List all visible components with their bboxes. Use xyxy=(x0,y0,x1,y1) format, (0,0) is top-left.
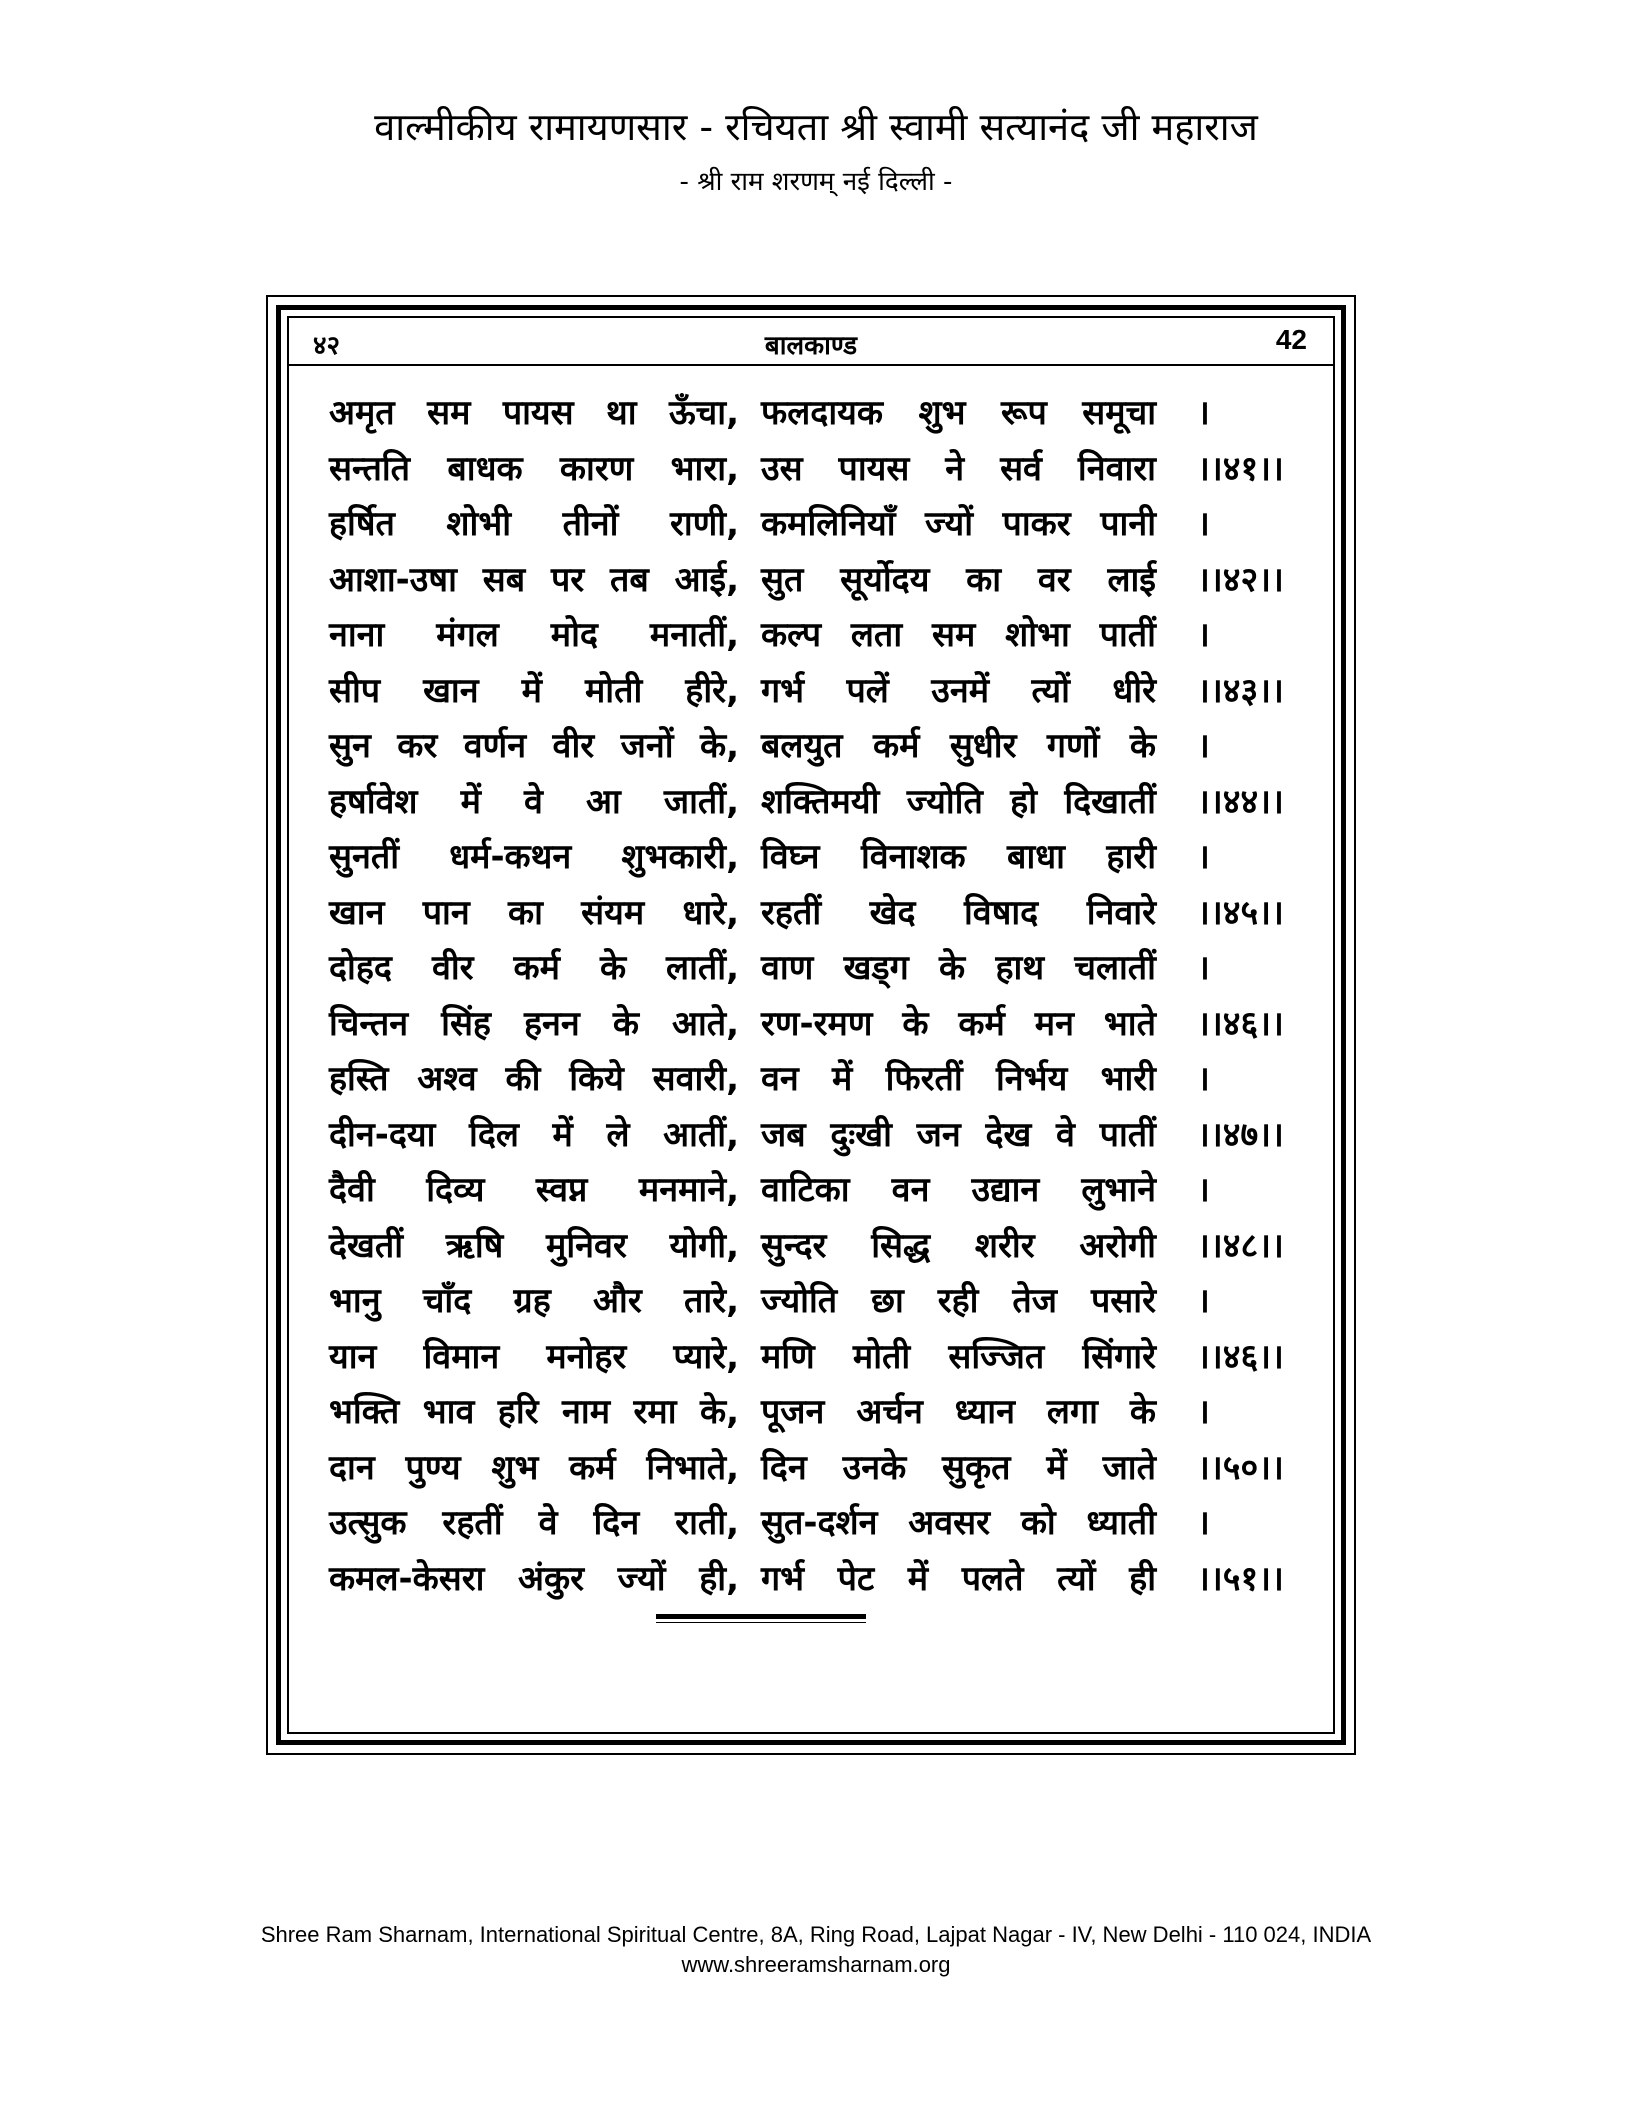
frame-border xyxy=(276,305,1346,1745)
verse-second-half: सुत-दर्शन अवसर को ध्याती xyxy=(761,1503,1156,1543)
verse-number: ।।४२।। xyxy=(1197,559,1284,600)
verse-line xyxy=(329,771,1303,827)
verse-second-half: रहतीं खेद विषाद निवारे xyxy=(761,892,1156,933)
verse-first-half: चिन्तन सिंह हनन के आते, xyxy=(329,1003,739,1044)
verse-first-half: यान विमान मनोहर प्यारे, xyxy=(329,1336,739,1377)
verse-first-half: भक्ति भाव हरि नाम रमा के, xyxy=(329,1392,739,1432)
verse-second-half: मणि मोती सज्जित सिंगारे xyxy=(761,1336,1156,1377)
verse-number: । xyxy=(1197,393,1210,433)
verse-line xyxy=(329,1215,1303,1271)
verse-number: ।।४३।। xyxy=(1197,670,1284,711)
verse-line xyxy=(329,715,1303,771)
verse-line xyxy=(329,1548,1303,1604)
section-title: बालकाण्ड xyxy=(764,331,858,361)
page-header-title: वाल्मीकीय रामायणसार - रचियता श्री स्वामी सत्यानंद जी महाराज xyxy=(374,105,1258,149)
verse-number: । xyxy=(1197,1503,1210,1543)
verse-line xyxy=(329,660,1303,716)
page-number-latin: 42 xyxy=(1275,324,1307,355)
verse-first-half: सुनतीं धर्म-कथन शुभकारी, xyxy=(329,837,739,877)
verse-second-half: जब दुःखी जन देख वे पातीं xyxy=(761,1114,1156,1155)
verse-line xyxy=(329,937,1303,993)
verse-second-half: गर्भ पलें उनमें त्यों धीरे xyxy=(761,670,1156,711)
verse-second-half: वाण खड्ग के हाथ चलातीं xyxy=(761,948,1156,988)
verse-number: ।।५०।। xyxy=(1197,1447,1284,1488)
page-heading-row xyxy=(289,318,1333,366)
verse-number: ।।४८।। xyxy=(1197,1225,1284,1266)
verse-second-half: पूजन अर्चन ध्यान लगा के xyxy=(761,1392,1156,1432)
verse-line xyxy=(329,1270,1303,1326)
verse-first-half: सीप खान में मोती हीरे, xyxy=(329,670,739,711)
verse-line xyxy=(329,1326,1303,1382)
verse-number: ।।४१।। xyxy=(1197,448,1284,489)
verse-line xyxy=(329,1048,1303,1104)
verse-second-half: रण-रमण के कर्म मन भाते xyxy=(761,1003,1156,1044)
verse-second-half: विघ्न विनाशक बाधा हारी xyxy=(761,837,1156,877)
verse-second-half: वन में फिरतीं निर्भय भारी xyxy=(761,1059,1156,1099)
verse-first-half: आशा-उषा सब पर तब आई, xyxy=(329,559,739,600)
verse-line xyxy=(329,882,1303,938)
verse-number: ।।४७।। xyxy=(1197,1114,1284,1155)
frame-inner xyxy=(287,316,1335,1734)
verse-line xyxy=(329,1104,1303,1160)
verse-second-half: कमलिनियाँ ज्यों पाकर पानी xyxy=(761,504,1156,544)
footer-address: Shree Ram Sharnam, International Spiritual Centre, 8A, Ring Road, Lajpat Nagar - IV, New Delhi - 110 024, INDIA xyxy=(260,1922,1372,1947)
text-frame xyxy=(266,295,1356,1755)
verse-line xyxy=(329,604,1303,660)
verse-second-half: दिन उनके सुकृत में जाते xyxy=(761,1447,1156,1488)
verse-first-half: देखतीं ऋषि मुनिवर योगी, xyxy=(329,1225,739,1266)
verse-second-half: उस पायस ने सर्व निवारा xyxy=(761,448,1156,489)
verse-number: । xyxy=(1197,948,1210,988)
verse-list xyxy=(329,382,1303,1603)
verse-first-half: भानु चाँद ग्रह और तारे, xyxy=(329,1281,739,1321)
verse-second-half: बलयुत कर्म सुधीर गणों के xyxy=(761,726,1156,766)
verse-first-half: सन्तति बाधक कारण भारा, xyxy=(329,448,739,489)
page-header-subtitle: - श्री राम शरणम् नई दिल्ली - xyxy=(679,167,953,197)
verse-first-half: हस्ति अश्व की किये सवारी, xyxy=(329,1059,739,1099)
verse-first-half: खान पान का संयम धारे, xyxy=(329,892,739,933)
verse-number: । xyxy=(1197,1281,1210,1321)
verse-second-half: फलदायक शुभ रूप समूचा xyxy=(761,393,1156,433)
verse-second-half: गर्भ पेट में पलते त्यों ही xyxy=(761,1558,1156,1599)
verse-first-half: कमल-केसरा अंकुर ज्यों ही, xyxy=(329,1558,739,1599)
verse-first-half: अमृत सम पायस था ऊँचा, xyxy=(329,393,739,433)
page-number-devanagari: ४२ xyxy=(313,331,341,361)
verse-number: । xyxy=(1197,1059,1210,1099)
verse-number: ।।४६।। xyxy=(1197,1003,1284,1044)
verse-first-half: उत्सुक रहतीं वे दिन राती, xyxy=(329,1503,739,1543)
verse-line xyxy=(329,1159,1303,1215)
verse-line xyxy=(329,826,1303,882)
end-divider xyxy=(656,1614,866,1623)
verse-first-half: हर्षित शोभी तीनों राणी, xyxy=(329,504,739,544)
verse-second-half: सुत सूर्योदय का वर लाई xyxy=(761,559,1156,600)
verse-line xyxy=(329,1437,1303,1493)
verse-second-half: सुन्दर सिद्ध शरीर अरोगी xyxy=(761,1225,1156,1266)
verse-first-half: दीन-दया दिल में ले आतीं, xyxy=(329,1114,739,1155)
verse-line xyxy=(329,549,1303,605)
verse-number: । xyxy=(1197,504,1210,544)
verse-number: । xyxy=(1197,837,1210,877)
verse-number: । xyxy=(1197,1170,1210,1210)
verse-number: ।।४६।। xyxy=(1197,1336,1284,1377)
verse-first-half: दोहद वीर कर्म के लातीं, xyxy=(329,948,739,988)
verse-number: ।।४५।। xyxy=(1197,892,1284,933)
verse-line xyxy=(329,1492,1303,1548)
verse-line xyxy=(329,493,1303,549)
verse-line xyxy=(329,993,1303,1049)
verse-second-half: वाटिका वन उद्यान लुभाने xyxy=(761,1170,1156,1210)
verse-line xyxy=(329,382,1303,438)
divider-thin-line xyxy=(656,1622,866,1623)
verse-number: ।।४४।। xyxy=(1197,781,1284,822)
verse-second-half: शक्तिमयी ज्योति हो दिखातीं xyxy=(761,781,1156,822)
verse-first-half: नाना मंगल मोद मनातीं, xyxy=(329,615,739,655)
footer-website: www.shreeramsharnam.org xyxy=(681,1952,951,1977)
verse-first-half: सुन कर वर्णन वीर जनों के, xyxy=(329,726,739,766)
verse-first-half: हर्षावेश में वे आ जातीं, xyxy=(329,781,739,822)
divider-thick-line xyxy=(656,1614,866,1619)
verse-second-half: कल्प लता सम शोभा पातीं xyxy=(761,615,1156,655)
verse-line xyxy=(329,1381,1303,1437)
verse-second-half: ज्योति छा रही तेज पसारे xyxy=(761,1281,1156,1321)
verse-number: ।।५१।। xyxy=(1197,1558,1284,1599)
verse-first-half: दैवी दिव्य स्वप्न मनमाने, xyxy=(329,1170,739,1210)
verse-first-half: दान पुण्य शुभ कर्म निभाते, xyxy=(329,1447,739,1488)
verse-line xyxy=(329,438,1303,494)
verse-number: । xyxy=(1197,726,1210,766)
verse-number: । xyxy=(1197,615,1210,655)
verse-number: । xyxy=(1197,1392,1210,1432)
